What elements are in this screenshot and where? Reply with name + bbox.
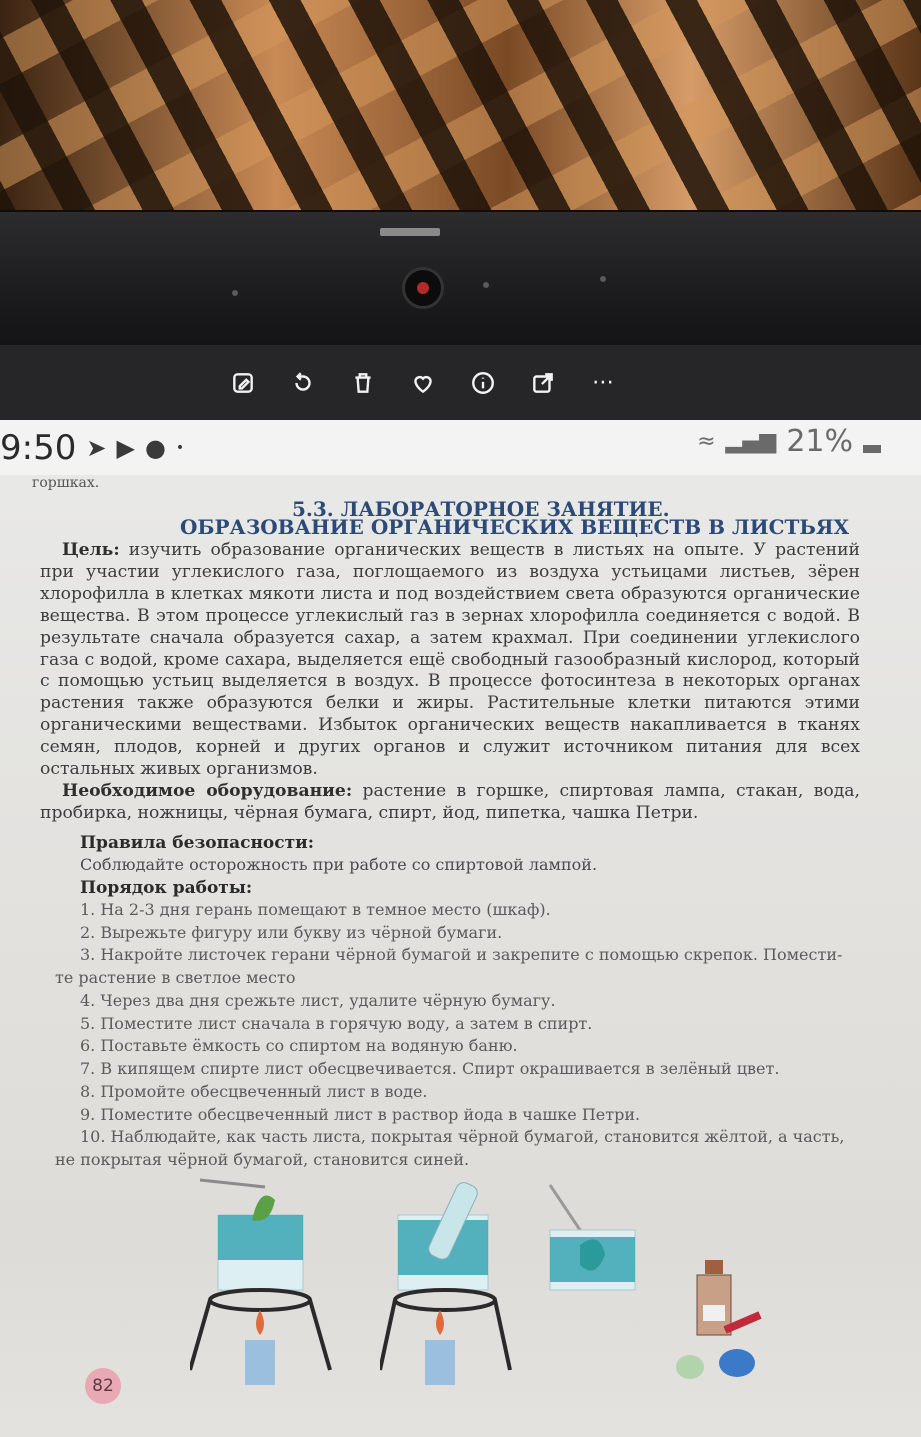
step-item: не покрытая чёрной бумагой, становится синей. [55,1150,470,1169]
rotate-icon[interactable] [285,365,321,401]
bezel-dot [483,282,489,288]
section-title: 5.3. ЛАБОРАТОРНОЕ ЗАНЯТИЕ. [292,497,670,521]
youtube-icon: ▶ [116,433,135,462]
step-item: 7. В кипящем спирте лист обесцвечивается. Спирт окрашивается в зелёный цвет. [80,1059,780,1078]
snapchat-icon: ● [144,433,166,462]
step-item: 8. Промойте обесцвеченный лист в воде. [80,1082,428,1101]
background-fabric-photo [0,0,921,240]
phone-screen [0,345,921,1437]
bezel-dot [600,276,606,282]
gallery-toolbar [0,345,921,420]
more-icon[interactable]: ⋯ [592,370,614,395]
step-item: 2. Вырежьте фигуру или букву из чёрной бумаги. [80,923,503,942]
share-icon[interactable] [525,365,561,401]
step-item: 3. Накройте листочек герани чёрной бумагой и закрепите с помощью скрепок. Помести- [80,945,843,964]
body-text [40,540,860,825]
delete-icon[interactable] [345,365,381,401]
heart-icon[interactable] [405,365,441,401]
illustration-water-bath-1 [190,1175,340,1395]
page-number-badge: 82 [85,1368,121,1404]
section-subtitle: ОБРАЗОВАНИЕ ОРГАНИЧЕСКИХ ВЕЩЕСТВ В ЛИСТЬЯХ [180,515,850,539]
goal-paragraph [40,540,860,781]
goal-text: изучить образование органических веществ в листьях на опыте. У растений при участии углекислого газа, поглощаемого из воздуха устьицами листьев, зёрен хлорофилла в клетках мякоти листа и под воздействием света образуются органические вещества. В этом процессе углекислый газ в зернах хлорофилла соединяется с водой. В результате сначала образуется сахар, а затем крахмал. При соединении углекислого газа с водой, кроме сахара, выделяется ещё свободный газообразный кислород, который с помощью устьиц выделяется в воздух. В процессе фотосинтеза в некоторых органах растения также образуются белки и жиры. Растительные клетки питаются этими органическими веществами. Избыток органических веществ накапливается в тканях семян, плодов, корней и других органов и служит источником питания для всех остальных живых организмов. [40,540,860,780]
textbook-page [0,475,921,1437]
equipment-paragraph [40,781,860,825]
signal-icon: ▂▄▆ [725,429,777,454]
monitor-bezel [0,210,921,357]
battery-icon [863,445,881,453]
equipment-text: растение в горшке, спиртовая лампа, стакан, вода, пробирка, ножницы, чёрная бумага, спирт, йод, пипетка, чашка Петри. [40,780,860,823]
wifi-icon: ≈ [697,429,716,454]
notification-icons [86,434,184,462]
bezel-dot [232,290,238,296]
bezel-notch [380,228,440,236]
telegram-icon: ➤ [86,433,107,462]
illustration-petri-dish [545,1175,655,1305]
illustration-water-bath-2 [380,1175,530,1395]
safety-label: Правила безопасности: [80,833,314,853]
status-right [697,424,881,459]
safety-text: Соблюдайте осторожность при работе со спиртовой лампой. [80,855,598,874]
battery-percent: 21% [786,424,853,459]
step-item: 4. Через два дня срежьте лист, удалите чёрную бумагу. [80,991,556,1010]
illustration-iodine-bottle [665,1255,775,1395]
equipment-label: Необходимое оборудование: [62,780,353,801]
step-item: те растение в светлое место [55,968,296,987]
webcam-icon [402,267,444,309]
status-bar [0,420,921,475]
step-item: 1. На 2-3 дня герань помещают в темное место (шкаф). [80,900,551,919]
step-item: 10. Наблюдайте, как часть листа, покрытая чёрной бумагой, становится жёлтой, а часть, [80,1127,845,1146]
procedure-label: Порядок работы: [80,878,253,898]
step-item: 5. Поместите лист сначала в горячую воду, а затем в спирт. [80,1014,593,1033]
goal-label: Цель: [62,540,120,560]
edit-icon[interactable] [225,365,261,401]
cut-off-line: горшках. [32,475,100,491]
status-time: 9:50 [0,427,77,468]
step-item: 9. Поместите обесцвеченный лист в раствор йода в чашке Петри. [80,1105,641,1124]
step-item: 6. Поставьте ёмкость со спиртом на водяную баню. [80,1036,518,1055]
dot-icon: • [175,439,185,456]
info-icon[interactable] [465,365,501,401]
